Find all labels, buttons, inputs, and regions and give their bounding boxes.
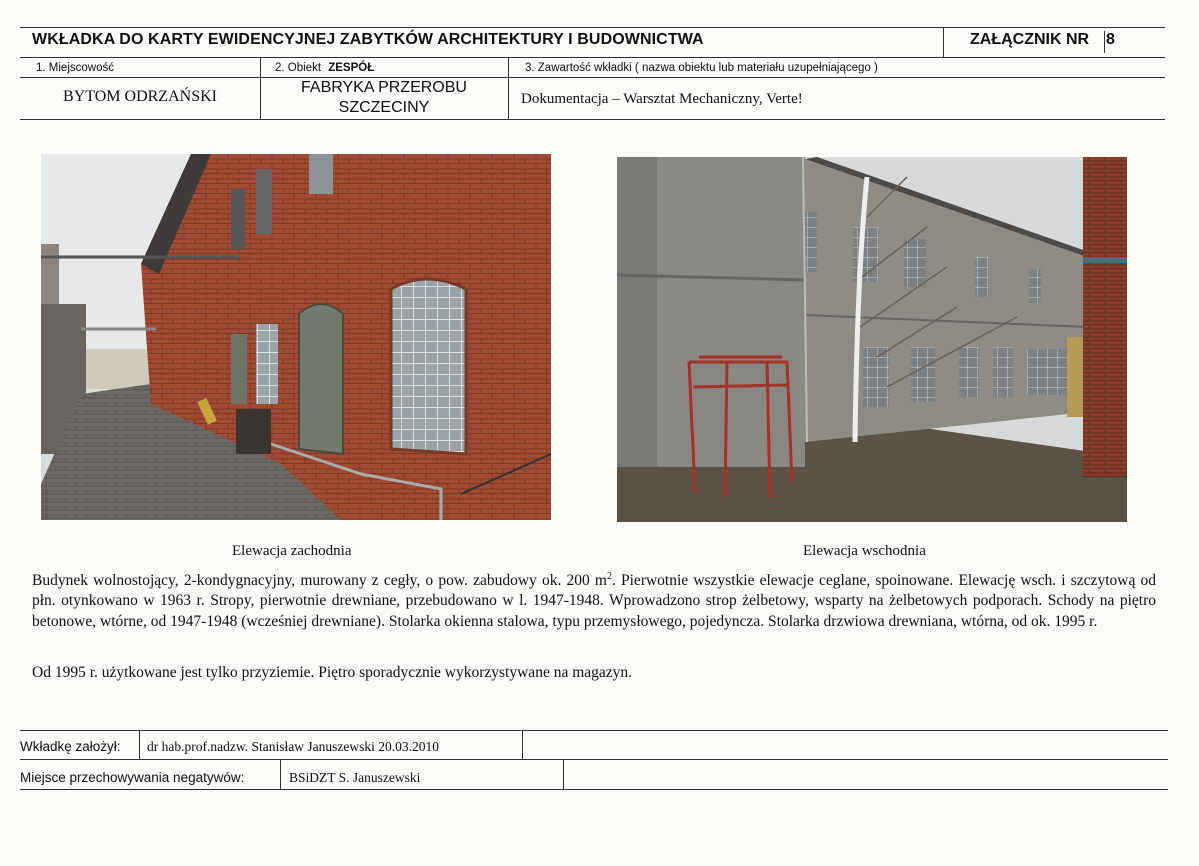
label-row-divider bbox=[20, 77, 1165, 78]
location-value: BYTOM ODRZAŃSKI bbox=[63, 88, 217, 105]
caption-west: Elewacja zachodnia bbox=[232, 543, 352, 559]
footer-bottom-border bbox=[20, 789, 1168, 790]
photo-east-elevation bbox=[617, 157, 1127, 522]
object-label-group bbox=[275, 62, 374, 74]
document-title: WKŁADKA DO KARTY EWIDENCYJNEJ ZABYTKÓW ARCHITEKTURY I BUDOWNICTWA bbox=[32, 31, 704, 48]
footer-col-divider-3 bbox=[280, 759, 281, 789]
object-value-line1: FABRYKA PRZEROBU bbox=[301, 79, 467, 96]
header-bottom-border bbox=[20, 119, 1165, 120]
object-type: ZESPÓŁ bbox=[328, 62, 375, 74]
description-paragraph-2: Od 1995 r. użytkowane jest tylko przyziemie. Piętro sporadycznie wykorzystywane na magazyn. bbox=[32, 664, 633, 681]
storage-value: BSiDZT S. Januszewski bbox=[289, 770, 421, 785]
east-elevation-image bbox=[617, 157, 1127, 522]
col-divider-2 bbox=[508, 57, 509, 119]
west-elevation-image bbox=[41, 154, 551, 520]
storage-label: Miejsce przechowywania negatywów: bbox=[20, 770, 245, 785]
footer-col-divider-2 bbox=[522, 730, 523, 759]
photo-west-elevation bbox=[41, 154, 551, 520]
location-label: 1. Miejscowość bbox=[36, 62, 114, 74]
content-value: Dokumentacja – Warsztat Mechaniczny, Verte! bbox=[521, 91, 803, 107]
header-row-divider bbox=[20, 57, 1165, 58]
description-p1-rest: . Pierwotnie wszystkie elewacje ceglane, spoinowane. Elewację wsch. i szczytową od płn. otynkowano w 1963 r. Stropy, pierwotnie drewniane, przebudowano w l. 1947-1948. Wprowadzono strop żelbetowy, wsparty na żelbetowych podporach. Schody na piętro betonowe, wtórne, od 1947-1948 (wcześniej drewniane). Stolarka okienna stalowa, typu przemysłowego, pojedyncza. Stolarka drzwiowa drewniana, wtórna, od ok. 1995 r. bbox=[32, 572, 1156, 630]
author-value: dr hab.prof.nadzw. Stanisław Januszewski 20.03.2010 bbox=[147, 739, 439, 754]
description-p1-start: Budynek wolnostojący, 2-kondygnacyjny, murowany z cegły, o pow. zabudowy ok. 200 m bbox=[32, 572, 607, 590]
content-label: 3. Zawartość wkładki ( nazwa obiektu lub materiału uzupełniającego ) bbox=[525, 62, 878, 74]
object-value bbox=[261, 78, 507, 118]
footer-row-divider bbox=[20, 759, 1168, 760]
area-unit-superscript: 2 bbox=[606, 571, 612, 582]
description-paragraph-1 bbox=[32, 567, 1156, 632]
footer-col-divider-1 bbox=[139, 730, 140, 759]
header-top-border bbox=[20, 27, 1165, 28]
object-value-line2: SZCZECINY bbox=[338, 99, 430, 116]
annex-divider bbox=[943, 27, 944, 57]
object-label: 2. Obiekt bbox=[275, 62, 322, 74]
annex-label: ZAŁĄCZNIK NR bbox=[970, 31, 1090, 48]
annex-number: 8 bbox=[1106, 31, 1115, 48]
caption-east: Elewacja wschodnia bbox=[803, 543, 926, 559]
footer-col-divider-4 bbox=[563, 759, 564, 789]
footer-top-border bbox=[20, 730, 1168, 731]
author-label: Wkładkę założył: bbox=[20, 739, 121, 754]
annex-number-divider bbox=[1104, 31, 1105, 53]
